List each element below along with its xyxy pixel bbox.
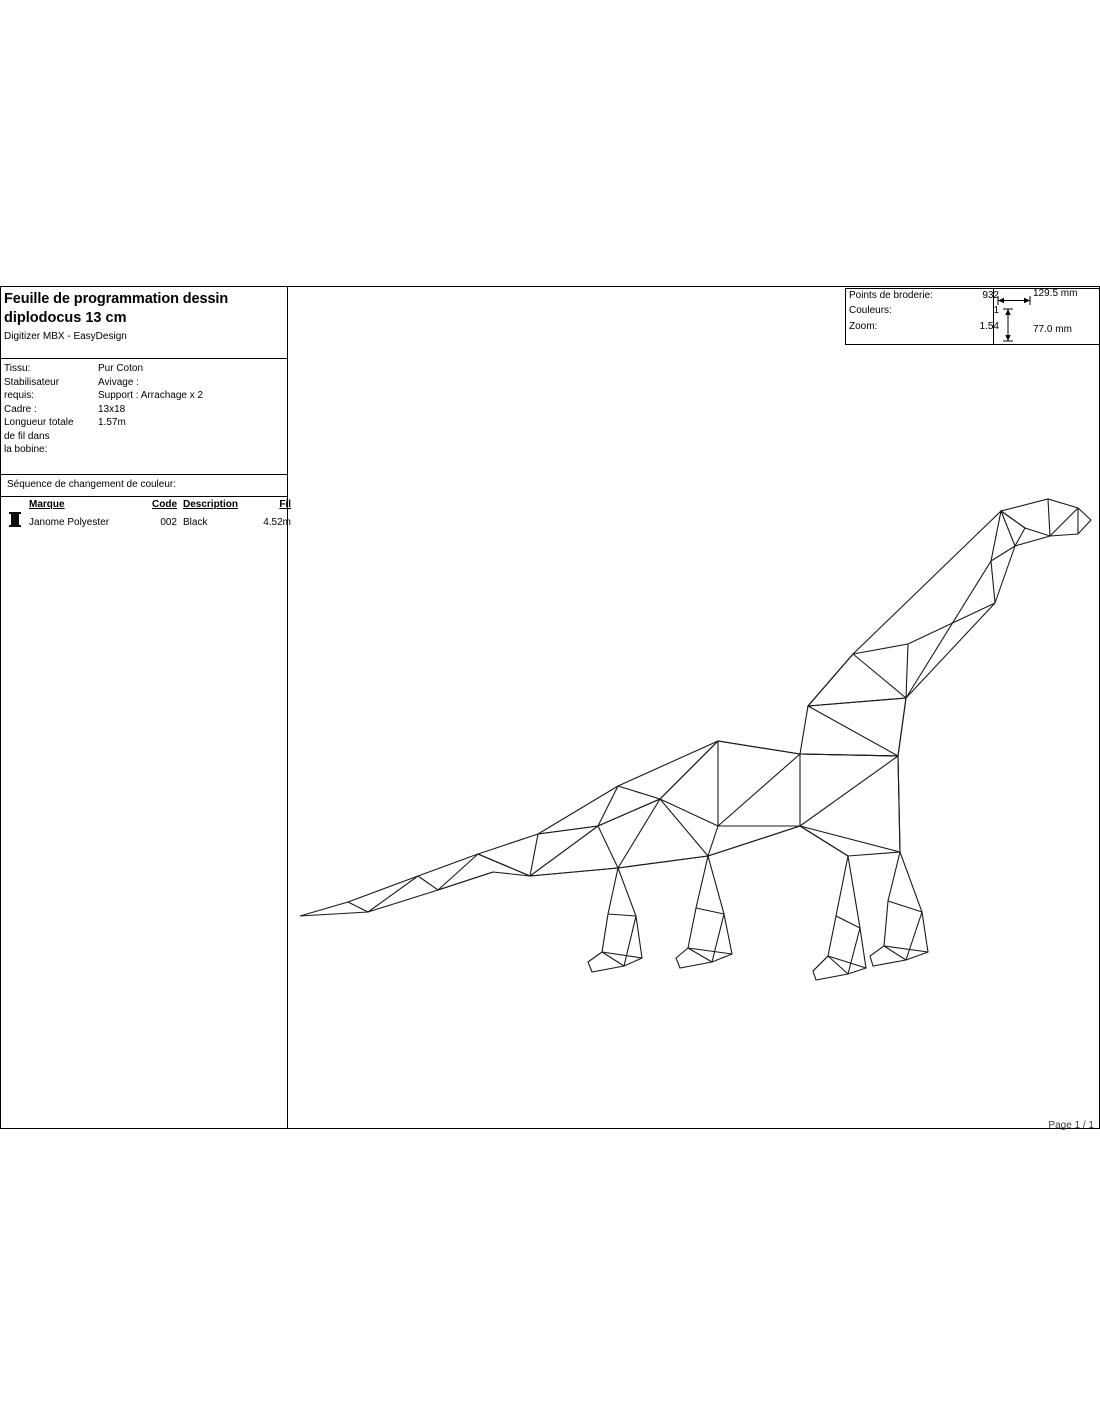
spec-value: 13x18 [98,403,126,415]
header-divider-2 [0,474,287,475]
frame-bottom-border [0,1128,1100,1129]
header-swatch [7,497,29,512]
cell-thread-length: 4.52m [263,516,291,528]
thread-spool-icon [7,512,29,533]
spec-row [4,389,284,403]
spec-label: requis: [4,390,35,401]
stitches-value: 932 [982,290,999,301]
spec-row [4,443,284,457]
frame-top-border [0,286,1100,287]
zoom-value: 1.54 [979,321,999,332]
color-sequence-table [7,497,291,533]
header-divider-1 [0,358,287,359]
info-box-bottom-line [845,344,1099,345]
spec-row [4,376,284,390]
colors-value: 1 [993,305,999,316]
cell-code: 002 [160,516,177,528]
spec-row [4,430,284,444]
spec-row [4,416,284,430]
spec-row [4,403,284,417]
spec-value: Pur Coton [98,363,144,374]
zoom-label: Zoom: [849,321,878,332]
spool-icon [9,512,21,527]
design-width-value: 129.5 mm [1033,288,1078,299]
header-brand: Marque [29,499,65,510]
spec-label: de fil dans [4,430,50,442]
header-code: Code [152,499,177,510]
spec-value: Avivage : [98,376,139,388]
frame-left-border [0,286,1,1129]
diplodocus-geometric-drawing [288,356,1099,1128]
design-info-box [845,288,1099,344]
header-description: Description [183,499,239,510]
spec-label: Longueur totale [4,417,74,428]
spec-label: Tissu: [4,363,31,374]
cell-description: Black [183,516,208,528]
software-name: Digitizer MBX - EasyDesign [4,331,127,342]
stitches-label: Points de broderie: [849,290,933,301]
width-dimension-arrow-icon [997,296,1031,305]
spec-row [4,362,284,376]
color-sequence-title: Séquence de changement de couleur: [7,479,177,490]
cell-brand: Janome Polyester [29,516,110,528]
title-block [4,290,284,344]
colors-label: Couleurs: [849,305,892,316]
spec-value: 1.57m [98,417,126,428]
spec-label: Stabilisateur [4,376,60,388]
page-title-line1: Feuille de programmation dessin [4,291,229,307]
spec-label: Cadre : [4,403,37,415]
design-preview-canvas [288,356,1099,1128]
page-footer: Page 1 / 1 [1048,1120,1094,1131]
specifications-list [4,362,284,457]
table-row [7,512,291,533]
spec-value: Support : Arrachage x 2 [98,390,204,401]
info-box-left-line [845,288,846,344]
page-title-line2: diplodocus 13 cm [4,310,127,326]
design-height-value: 77.0 mm [1033,324,1072,335]
header-thread: Fil [279,499,291,510]
spec-label: la bobine: [4,444,48,455]
table-header-row [7,497,291,512]
height-dimension-arrow-icon [1003,308,1013,342]
